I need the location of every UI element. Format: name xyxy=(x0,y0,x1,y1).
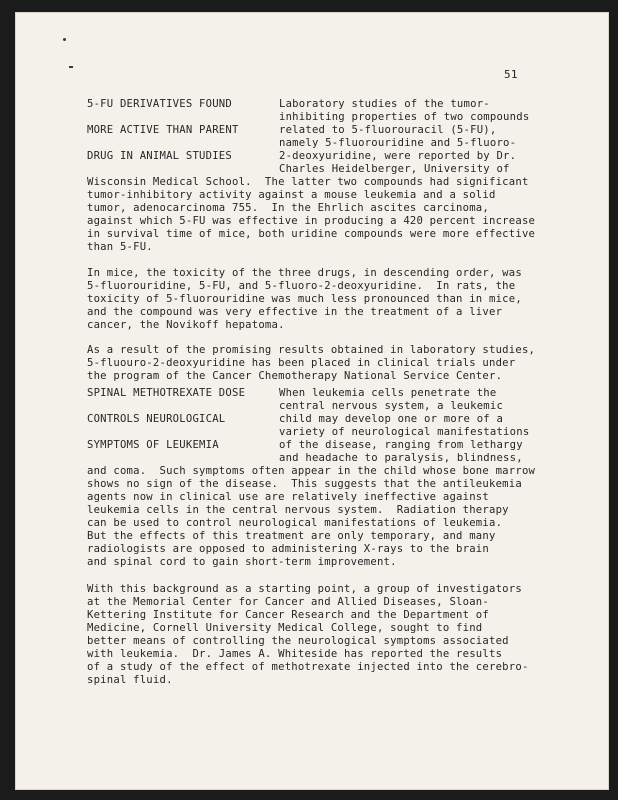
article-2-paragraph-2-line: Kettering Institute for Cancer Research and the Department of xyxy=(87,609,489,621)
article-1-side-line: inhibiting properties of two compounds xyxy=(279,111,530,123)
article-2-body-line: agents now in clinical use are relatively ineffective against xyxy=(87,491,489,503)
ink-mark xyxy=(69,66,73,68)
article-1-side-line: Laboratory studies of the tumor- xyxy=(279,98,490,110)
article-2-side-line: When leukemia cells penetrate the xyxy=(279,387,497,399)
page-number: 51 xyxy=(504,68,518,81)
article-2-heading-line: SPINAL METHOTREXATE DOSE xyxy=(87,387,246,399)
article-2-body-line: leukemia cells in the central nervous system. Radiation therapy xyxy=(87,504,509,516)
article-2-body-line: and coma. Such symptoms often appear in the child whose bone marrow xyxy=(87,465,536,477)
article-2-heading-line: CONTROLS NEUROLOGICAL xyxy=(87,413,226,425)
article-2-paragraph-2-line: of a study of the effect of methotrexate injected into the cerebro- xyxy=(87,661,529,673)
article-2-side-line: child may develop one or more of a xyxy=(279,413,504,425)
article-1-paragraph-2-line: and the compound was very effective in the treatment of a liver xyxy=(87,306,503,318)
article-2-body-line: radiologists are opposed to administering X-rays to the brain xyxy=(87,543,489,555)
article-2-paragraph-2-line: Medicine, Cornell University Medical College, sought to find xyxy=(87,622,483,634)
article-2-paragraph-2-line: better means of controlling the neurological symptoms associated xyxy=(87,635,509,647)
article-1-body-line: than 5-FU. xyxy=(87,241,153,253)
article-2-side-line: of the disease, ranging from lethargy xyxy=(279,439,523,451)
article-1-paragraph-2-line: 5-fluorouridine, 5-FU, and 5-fluoro-2-deoxyuridine. In rats, the xyxy=(87,280,516,292)
article-1-heading-line: DRUG IN ANIMAL STUDIES xyxy=(87,150,232,162)
article-1-body-line: tumor-inhibitory activity against a mouse leukemia and a solid xyxy=(87,189,496,201)
article-1-paragraph-2-line: toxicity of 5-fluorouridine was much less pronounced than in mice, xyxy=(87,293,522,305)
article-1-side-line: Charles Heidelberger, University of xyxy=(279,163,510,175)
article-2-paragraph-2-line: at the Memorial Center for Cancer and Allied Diseases, Sloan- xyxy=(87,596,489,608)
article-1-paragraph-3-line: 5-fluouro-2-deoxyuridine has been placed in clinical trials under xyxy=(87,357,516,369)
article-2-body-line: But the effects of this treatment are only temporary, and many xyxy=(87,530,496,542)
article-1-paragraph-3-line: As a result of the promising results obtained in laboratory studies, xyxy=(87,344,536,356)
article-1-body-line: tumor, adenocarcinoma 755. In the Ehrlich ascites carcinoma, xyxy=(87,202,489,214)
article-1-paragraph-2-line: In mice, the toxicity of the three drugs, in descending order, was xyxy=(87,267,522,279)
article-2-paragraph-2-line: with leukemia. Dr. James A. Whiteside has reported the results xyxy=(87,648,503,660)
article-1-body-line: in survival time of mice, both uridine compounds were more effective xyxy=(87,228,536,240)
article-1-heading-line: MORE ACTIVE THAN PARENT xyxy=(87,124,239,136)
article-2-side-line: and headache to paralysis, blindness, xyxy=(279,452,523,464)
article-1-side-line: related to 5-fluorouracil (5-FU), xyxy=(279,124,497,136)
article-1-paragraph-3-line: the program of the Cancer Chemotherapy National Service Center. xyxy=(87,370,503,382)
article-1-side-line: namely 5-fluorouridine and 5-fluoro- xyxy=(279,137,517,149)
article-1-heading-line: 5-FU DERIVATIVES FOUND xyxy=(87,98,232,110)
article-2-heading-line: SYMPTOMS OF LEUKEMIA xyxy=(87,439,219,451)
article-1-body-line: Wisconsin Medical School. The latter two compounds had significant xyxy=(87,176,529,188)
article-2-paragraph-2-line: spinal fluid. xyxy=(87,674,173,686)
article-2-body-line: and spinal cord to gain short-term improvement. xyxy=(87,556,397,568)
article-2-paragraph-2-line: With this background as a starting point, a group of investigators xyxy=(87,583,522,595)
article-2-body-line: can be used to control neurological manifestations of leukemia. xyxy=(87,517,503,529)
article-1-side-line: 2-deoxyuridine, were reported by Dr. xyxy=(279,150,517,162)
article-2-side-line: central nervous system, a leukemic xyxy=(279,400,504,412)
article-2-body-line: shows no sign of the disease. This suggests that the antileukemia xyxy=(87,478,522,490)
article-2-side-line: variety of neurological manifestations xyxy=(279,426,530,438)
document-page xyxy=(15,12,609,790)
article-1-body-line: against which 5-FU was effective in producing a 420 percent increase xyxy=(87,215,536,227)
article-1-paragraph-2-line: cancer, the Novikoff hepatoma. xyxy=(87,319,285,331)
ink-mark xyxy=(63,38,66,41)
